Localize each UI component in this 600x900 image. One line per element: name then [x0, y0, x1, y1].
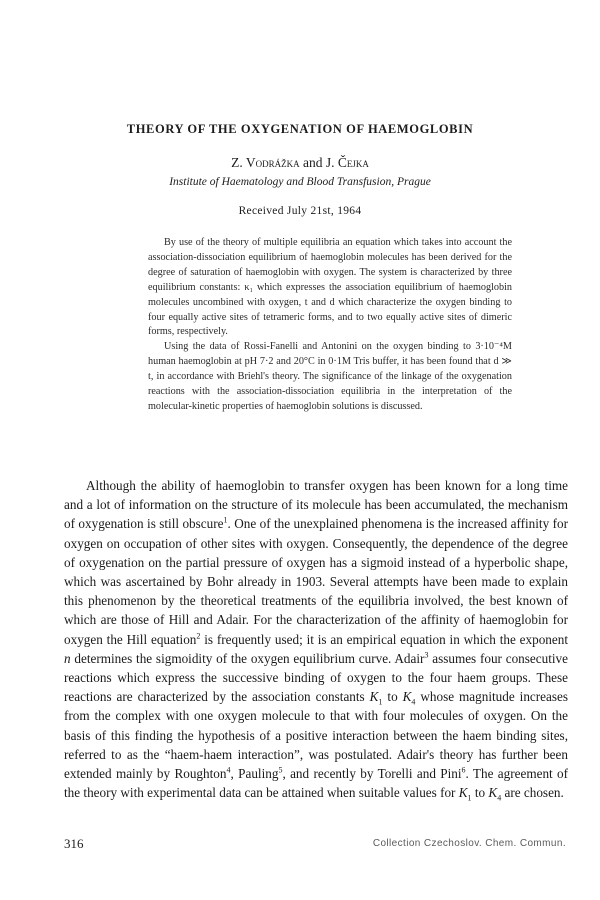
variable-n: n	[64, 650, 71, 666]
abstract-paragraph: By use of the theory of multiple equilibria an equation which takes into account the association-dissociation equilibrium of haemoglobin molecules has been derived for the degree of saturation of haemoglobin with oxygen. The system is characterized by three equilibrium constants: κ₁ which expresses the association equilibrium of haemoglobin molecules uncombined with oxygen, t and d which characterize the oxygen binding to four equally active sites of tetrameric forms, and to two equally active sites of dimeric forms, respectively.	[148, 237, 512, 338]
citation-ref: 3	[424, 650, 429, 660]
body-text-run: determines the sigmoidity of the oxygen equilibrium curve. Adair	[70, 650, 425, 666]
body-text-run: whose magnitude increases from the complex with one oxygen molecule to that with four molecules of oxygen. On the basis of this finding the hypothesis of a positive interaction between the haem binding sites, referred to as the “haem-haem interaction”, was postulated. Adair's theory has further been extended mainly by Roughton	[64, 689, 568, 782]
citation-ref: 6	[461, 765, 466, 775]
subscript: 1	[467, 793, 472, 803]
page-number: 316	[64, 836, 84, 851]
author-vodrazka: Z. Vodrážka	[231, 155, 300, 170]
abstract	[148, 236, 512, 415]
received-date: Received July 21st, 1964	[238, 205, 362, 217]
body-text-run: . The agreement of the theory with experimental data can be attained when suitable values for	[64, 766, 569, 801]
body-text-run: are chosen.	[501, 785, 564, 801]
citation-ref: 4	[226, 765, 231, 775]
body-text-run: , Pauling	[230, 766, 279, 782]
subscript: 1	[378, 697, 383, 707]
constant-k: K	[458, 785, 468, 801]
author-cejka: J. Čejka	[325, 155, 369, 170]
article-authors	[0, 155, 600, 171]
main-text	[64, 476, 568, 802]
body-text-run: assumes four consecutive reactions which express the successive binding of oxygen to the four haem groups. These reactions are characterized by the association constants	[64, 650, 568, 705]
citation-ref: 5	[278, 765, 283, 775]
journal-name: Collection Czechoslov. Chem. Commun.	[372, 838, 566, 849]
body-text-run: , and recently by Torelli and Pini	[282, 766, 462, 782]
author-affiliation: Institute of Haematology and Blood Transfusion, Prague	[169, 176, 431, 188]
constant-k: K	[369, 689, 379, 705]
subscript: 4	[411, 697, 416, 707]
subscript: 4	[497, 793, 502, 803]
constant-k: K	[488, 785, 498, 801]
body-text-run: . One of the unexplained phenomena is the increased affinity for oxygen on occupation of other sites with oxygen. Consequently, the dependence of the degree of oxygenation on the partial pressure of oxygen has a sigmoid instead of a hyperbolic shape, which was ascertained by Bohr already in 1903. Several attempts have been made to explain this phenomenon by the theoretical treatments of the equilibria involved, the best known of which are those of Hill and Adair. For the characterization of the affinity of haemoglobin for oxygen the Hill equation	[64, 516, 568, 647]
citation-ref: 1	[223, 516, 228, 526]
constant-k: K	[402, 689, 412, 705]
citation-ref: 2	[196, 631, 201, 641]
article-title: THEORY OF THE OXYGENATION OF HAEMOGLOBIN	[126, 122, 474, 136]
authors-conjunction: and	[302, 155, 323, 170]
body-text-run: to	[382, 689, 403, 705]
body-paragraph	[64, 476, 568, 802]
body-text-run: Although the ability of haemoglobin to transfer oxygen has been known for a long time and a lot of information on the structure of its molecule has been accumulated, the mechanism of oxygenation is still obscure	[64, 478, 568, 532]
abstract-paragraph: Using the data of Rossi-Fanelli and Antonini on the oxygen binding to 3·10⁻⁴M human haemoglobin at pH 7·2 and 20°C in 0·1M Tris buffer, it has been found that d ≫ t, in accordance with Briehl's theory. The significance of the linkage of the oxygenation reactions with the association-dissociation equilibria in the interpretation of the molecular-kinetic properties of haemoglobin solutions is discussed.	[148, 341, 512, 412]
body-text-run: to	[471, 785, 489, 801]
body-text-run: is frequently used; it is an empirical equation in which the exponent	[200, 631, 569, 647]
